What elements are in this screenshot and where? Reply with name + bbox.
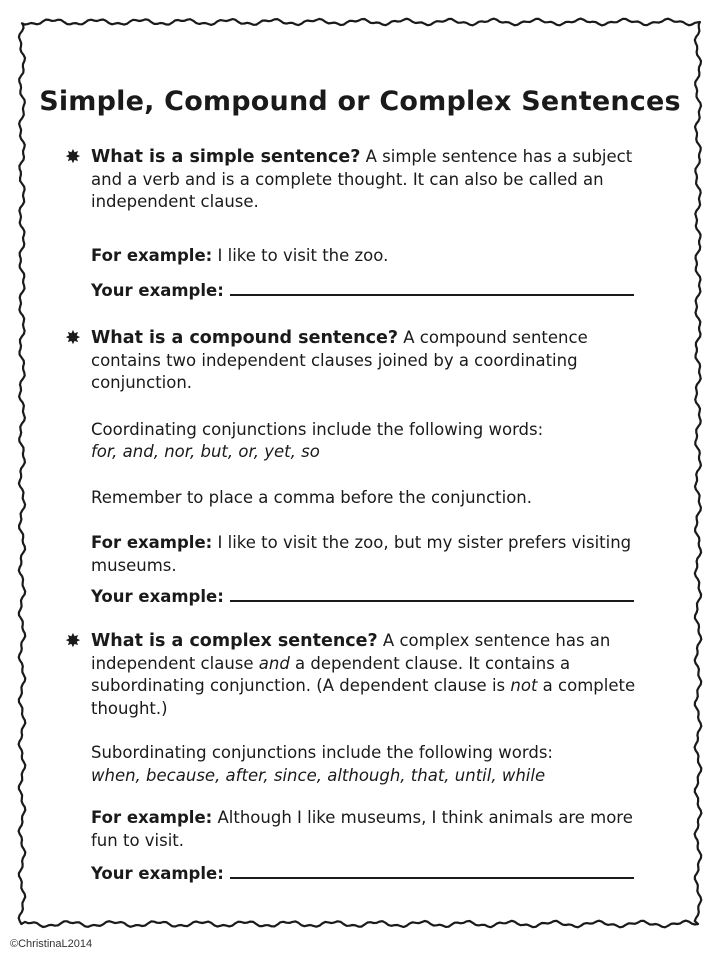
conjunctions-intro: Coordinating conjunctions include the following words: <box>91 419 544 439</box>
example-line <box>91 807 651 852</box>
definition-text: A compound sentence contains two independent clauses joined by a coordinating conjunction. <box>91 328 588 392</box>
definition-text: a complete thought.) <box>91 676 636 718</box>
asterisk-bullet-icon: ✸ <box>65 146 81 168</box>
conjunctions-intro: Subordinating conjunctions include the following words: <box>91 743 553 762</box>
definition-emphasis-not: not <box>510 676 538 695</box>
definition-paragraph <box>91 327 651 395</box>
definition-text: A simple sentence has a subject and a verb and is a complete thought. It can also be called an independent clause. <box>91 147 633 211</box>
answer-blank-line[interactable] <box>230 876 634 879</box>
asterisk-bullet-icon: ✸ <box>65 630 81 652</box>
your-example-label: Your example: <box>91 587 224 606</box>
example-line <box>91 532 651 577</box>
question-heading: What is a simple sentence? <box>91 147 361 167</box>
asterisk-bullet-icon: ✸ <box>65 327 81 349</box>
your-example-line <box>91 863 651 886</box>
definition-text: A complex sentence has an independent clause <box>91 631 611 673</box>
example-text: Although I like museums, I think animals are more fun to visit. <box>91 808 633 850</box>
your-example-line <box>91 280 651 303</box>
answer-blank-line[interactable] <box>230 599 634 602</box>
section-content <box>91 630 651 886</box>
example-label: For example: <box>91 808 213 827</box>
definition-emphasis-and: and <box>258 653 290 673</box>
definition-paragraph <box>91 630 651 720</box>
your-example-line <box>91 586 651 609</box>
example-line <box>91 245 651 268</box>
conjunctions-list: for, and, nor, but, or, yet, so <box>91 442 320 461</box>
your-example-label: Your example: <box>91 864 224 883</box>
copyright-notice: ©ChristinaL2014 <box>10 938 93 950</box>
reminder-text: Remember to place a comma before the conjunction. <box>91 487 533 507</box>
question-heading: What is a complex sentence? <box>91 631 378 651</box>
example-label: For example: <box>91 533 213 552</box>
your-example-label: Your example: <box>91 281 224 300</box>
conjunctions-list: when, because, after, since, although, that, until, while <box>91 765 546 785</box>
example-label: For example: <box>91 245 213 265</box>
section-content <box>91 146 651 303</box>
definition-paragraph <box>91 146 651 214</box>
answer-blank-line[interactable] <box>230 293 634 296</box>
definition-text: a dependent clause. It contains a subordinating conjunction. (A dependent clause is <box>91 653 571 695</box>
example-text: I like to visit the zoo, but my sister prefers visiting museums. <box>91 533 632 575</box>
section-content <box>91 327 651 609</box>
question-heading: What is a compound sentence? <box>91 328 398 348</box>
page-title: Simple, Compound or Complex Sentences <box>39 86 681 117</box>
example-text: I like to visit the zoo. <box>212 245 389 265</box>
